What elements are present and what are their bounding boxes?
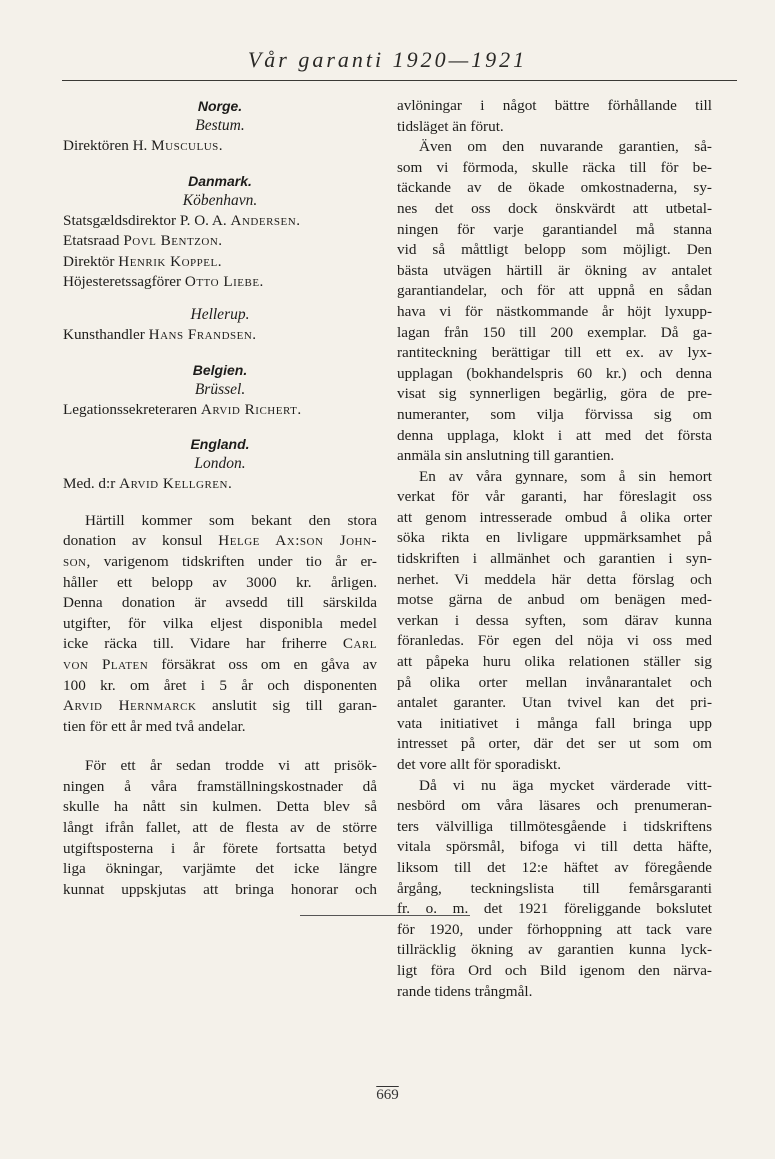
text-line: verkan i dessa syften, som därav kunna <box>397 611 712 629</box>
text-line: upplagan (bokhandelspris 60 kr.) och denna <box>397 364 712 382</box>
text-line: motse gärna de anbud om benägen med- <box>397 591 712 609</box>
text-line: utgifter, för vilka eljest disponibla medel <box>63 614 377 632</box>
text-line: för 1920, under förhoppning att tack vare <box>397 920 712 938</box>
text-line: rantiteckning berättigar till ett ex. av lyx- <box>397 344 712 362</box>
text-line: Då vi nu äga mycket värderade vitt- <box>419 776 712 794</box>
guarantor-name: Kunsthandler Hans Frandsen. <box>63 325 257 343</box>
country-heading: Norge. <box>197 98 243 114</box>
text-line: utgiftsposterna i år förete fortsatta betyd <box>63 839 377 857</box>
body-paragraph <box>63 756 377 900</box>
text-line: rande tidens trångmål. <box>397 982 533 1000</box>
text-line: Härtill kommer som bekant den stora <box>85 511 377 529</box>
text-line: nerhet. Vi meddela här detta förslag och <box>397 570 712 588</box>
guarantor-name: Statsgældsdirektor P. O. A. Andersen. <box>63 211 301 229</box>
page-number: 669 <box>376 1087 399 1103</box>
left-column <box>63 96 377 900</box>
body-paragraph <box>63 511 377 738</box>
text-line: det vore allt för sporadiskt. <box>397 756 562 773</box>
text-line: tillräcklig ökning av garantien kunna lyck- <box>397 941 712 959</box>
text-line: ningen å våra framställningskostnader då <box>63 777 377 795</box>
text-line: nesbörd om våra läsares och prenumeran- <box>397 797 712 815</box>
text-line: visat sig synnerligen begärlig, göra de pre- <box>397 385 712 403</box>
guarantor-name: Direktör Henrik Koppel. <box>63 252 223 270</box>
text-line: son, varigenom tidskriften under tio år er- <box>63 552 377 570</box>
text-line: föranledas. För egen del nöja vi oss med <box>397 632 712 650</box>
guarantor-name: Med. d:r Arvid Kellgren. <box>63 475 233 493</box>
city-heading: Brüssel. <box>194 380 246 398</box>
text-line: täckande av de ökade omkostnaderna, sy- <box>397 179 712 197</box>
text-line: fr. o. m. det 1921 föreliggande bokslutet <box>397 900 712 918</box>
text-line: lagan från 150 till 200 exemplar. Då ga- <box>397 323 712 341</box>
text-line: att påpeka huru olika relationen ställer sig <box>397 653 712 671</box>
text-line: intresset på orter, där det ser ut som om <box>397 735 712 753</box>
guarantor-name: Etatsraad Povl Bentzon. <box>63 232 223 250</box>
text-line: verkat för vår garanti, har föreslagit oss <box>397 488 712 506</box>
text-line: att genom intresserade ombud å olika orter <box>397 508 712 526</box>
text-line: ters välvilliga tillmötesgående i tidskriftens <box>397 817 712 835</box>
text-line: vitala spörsmål, bifoga vi till detta häfte, <box>397 838 712 856</box>
text-line: tidsläget än förut. <box>397 117 504 135</box>
text-line: hava vi för nästkommande år höjt lyxupp- <box>397 302 712 320</box>
text-line: skulle ha nått sin kulmen. Detta blev så <box>63 798 377 816</box>
text-line: årgång, teckningslista till femårsgaranti <box>397 879 712 897</box>
body-paragraph <box>397 467 712 776</box>
text-line: garantiandelar, och för att uppnå en sådan <box>397 282 712 300</box>
text-line: på olika orter mellan invånarantalet och <box>397 673 712 691</box>
guarantor-name: Direktören H. Musculus. <box>63 137 224 154</box>
city-heading: Bestum. <box>195 117 245 134</box>
closing-rule <box>300 915 470 916</box>
text-line: antalet garanter. Utan tvivel kan det pri- <box>397 694 712 712</box>
text-line: liga ökningar, varjämte det icke längre <box>63 860 377 878</box>
text-line: vid så måttligt belopp som möjligt. Den <box>397 241 712 259</box>
text-line: ligt föra Ord och Bild igenom den närva- <box>397 961 712 979</box>
text-line: Arvid Hernmarck anslutit sig till garan- <box>63 697 377 715</box>
body-paragraph <box>397 137 712 467</box>
text-line: håller ett belopp av 3000 kr. årligen. <box>63 573 377 591</box>
text-line: som vi förmoda, skulle räcka till för be- <box>397 158 712 176</box>
text-line: För ett år sedan trodde vi att prisök- <box>85 757 377 775</box>
running-head: Vår garanti 1920—1921 <box>247 47 528 72</box>
text-line: icke räcka till. Vidare har friherre Carl <box>63 635 377 653</box>
city-heading: Köbenhavn. <box>182 191 258 209</box>
text-line: liksom till det 12:e häftet av föregående <box>397 858 712 876</box>
text-line: avlöningar i något bättre förhållande till <box>397 97 712 114</box>
text-line: vata initiativet i många fall bringa upp <box>397 714 712 732</box>
right-column <box>397 96 712 1002</box>
text-line: Denna donation är avsedd till särskilda <box>63 594 377 612</box>
text-line: En av våra gynnare, som å sin hemort <box>419 467 712 485</box>
text-line: Även om den nuvarande garantien, så- <box>419 138 712 156</box>
text-line: kunnat uppskjutas att bringa honorar och <box>63 880 377 898</box>
text-line: långt ifrån fallet, att de flesta av de större <box>63 819 377 837</box>
text-line: tien för ett år med två andelar. <box>63 717 246 735</box>
guarantor-name: Legationssekreteraren Arvid Richert. <box>63 400 302 418</box>
body-paragraph <box>397 776 712 1003</box>
body-paragraph <box>397 96 712 137</box>
city-heading: London. <box>194 455 246 473</box>
text-line: donation av konsul Helge Ax:son John- <box>63 532 377 550</box>
guarantor-list <box>63 96 377 495</box>
text-line: von Platen försäkrat oss om en gåva av <box>63 655 377 673</box>
header-rule <box>62 80 737 81</box>
country-heading: England. <box>190 436 250 453</box>
text-line: denna upplaga, klokt i att med det första <box>397 426 712 444</box>
city-heading: Hellerup. <box>190 305 250 323</box>
country-heading: Danmark. <box>188 172 252 189</box>
text-line: nes det oss dock önskvärdt att utbetal- <box>397 199 712 217</box>
guarantor-name: Höjesteretssagförer Otto Liebe. <box>63 273 264 291</box>
text-line: 100 kr. om året i 5 år och disponenten <box>63 676 377 694</box>
country-heading: Belgien. <box>192 361 248 378</box>
text-line: bästa utvägen härtill är ökning av antalet <box>397 261 712 279</box>
text-line: ningen för varje garantiandel må stanna <box>397 220 712 238</box>
text-line: tidskriften i allmänhet och garantien i syn- <box>397 550 712 568</box>
text-line: numeranter, som vilja förvissa sig om <box>397 405 712 423</box>
text-line: anmäla sin anslutning till garantien. <box>397 447 615 465</box>
text-line: söka rikta en livligare uppmärksamhet på <box>397 529 712 547</box>
